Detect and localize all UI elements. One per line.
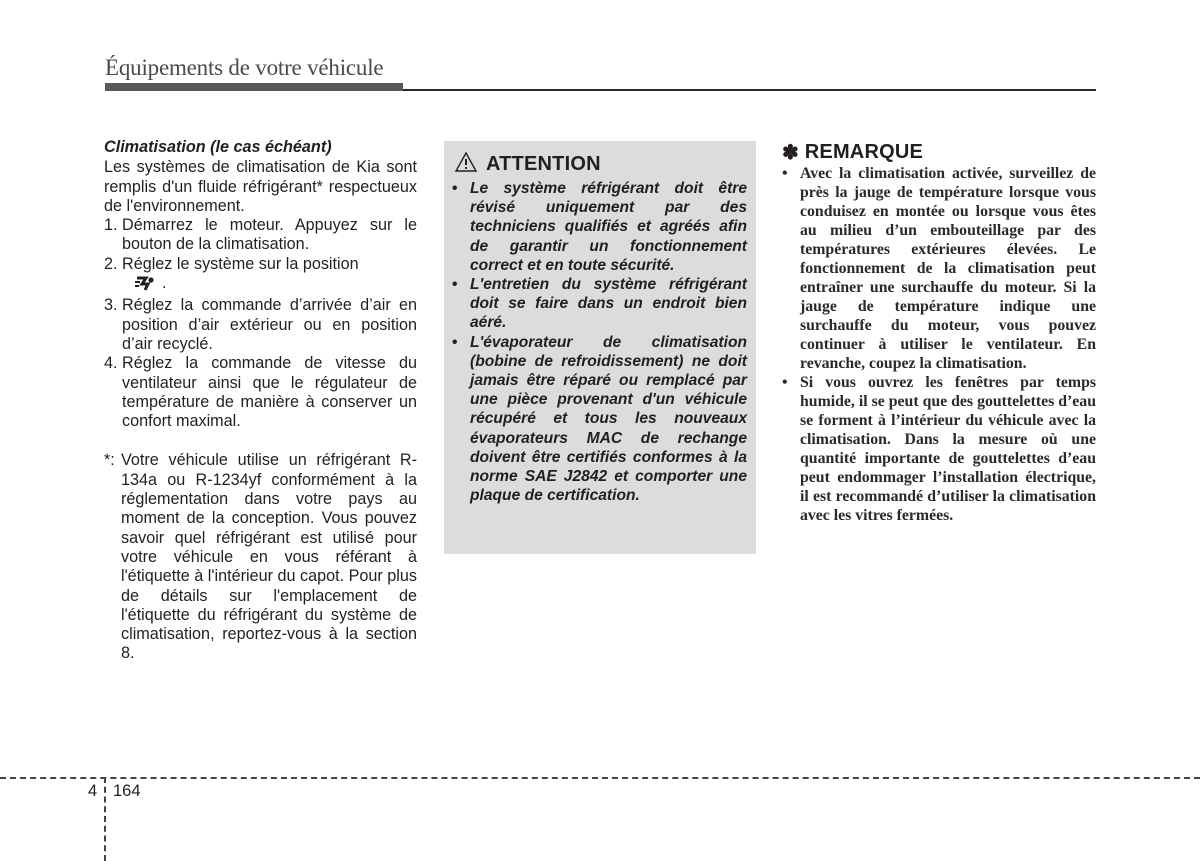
chapter-number: 4 bbox=[88, 782, 98, 800]
intro-paragraph: Les systèmes de climatisation de Kia sont remplis d'un fluide réfrigérant* respectueux de l'environnement. bbox=[104, 158, 417, 215]
step-item: 3. Réglez la commande d’arrivée d’air en position d’air extérieur ou en position d’air recyclé. bbox=[104, 296, 417, 353]
section-subheading: Climatisation (le cas échéant) bbox=[104, 138, 332, 156]
page-number: 164 bbox=[113, 782, 141, 800]
climatisation-section bbox=[104, 138, 417, 664]
header-rule-accent bbox=[105, 83, 403, 91]
footer-dashed-rule bbox=[0, 777, 1200, 779]
face-vent-mode-icon bbox=[134, 275, 156, 296]
step-item: 4. Réglez la commande de vitesse du ventilateur ainsi que le régulateur de température de manière à conserver un confort maximal. bbox=[104, 354, 417, 431]
page-header-title: Équipements de votre véhicule bbox=[105, 55, 384, 80]
footer-dashed-divider bbox=[104, 777, 106, 861]
remarque-list bbox=[782, 164, 1096, 525]
attention-list bbox=[452, 179, 747, 505]
asterisk-star-icon: ✽ bbox=[782, 142, 799, 164]
attention-item: • Le système réfrigérant doit être révisé uniquement par des techniciens qualifiés et agréés afin de garantir un fonctionnement correct et en toute sécurité. bbox=[452, 180, 747, 274]
step-item: 2. Réglez le système sur la position . bbox=[104, 255, 417, 297]
warning-triangle-icon bbox=[454, 151, 478, 178]
steps-list bbox=[104, 216, 417, 431]
remarque-item: • Avec la climatisation activée, surveillez de près la jauge de température lorsque vous conduisez en montée ou lorsque vous êtes au milieu d’un embouteillage par des températures extérieures élevées. Le fonctionnement de la climatisation peut entraîner une surchauffe du moteur. Si la jauge de température indique une surchauffe du moteur, vous pouvez continuer à utiliser le ventilateur. En revanche, coupez la climatisation. bbox=[782, 165, 1096, 372]
attention-title: ATTENTION bbox=[486, 153, 601, 175]
step-item: 1. Démarrez le moteur. Appuyez sur le bouton de la climatisation. bbox=[104, 216, 417, 254]
attention-item: • L'évaporateur de climatisation (bobine de refroidissement) ne doit jamais être réparé ou remplacé par une pièce provenant d'un véhicule récupéré et tous les nouveaux évaporateurs MAC de rechange doivent être certifiés conformes à la norme SAE J2842 et comporter une plaque de certification. bbox=[452, 333, 747, 505]
attention-item: • L'entretien du système réfrigérant doit se faire dans un endroit bien aéré. bbox=[452, 276, 747, 332]
remarque-title: REMARQUE bbox=[804, 141, 924, 163]
remarque-item: • Si vous ouvrez les fenêtres par temps humide, il se peut que des gouttelettes d’eau se forment à l’intérieur du véhicule avec la climatisation. Dans la mesure où une quantité importante de gouttelettes d’eau peut endommager l’installation électrique, il est recommandé d’utiliser la climatisation avec les vitres fermées. bbox=[782, 374, 1096, 524]
refrigerant-footnote: *: Votre véhicule utilise un réfrigérant R-134a ou R-1234yf conformément à la réglementation dans votre pays au moment de la conception. Vous pouvez savoir quel réfrigérant est utilisé pour votre véhicule en vous référant à l'étiquette à l'intérieur du capot. Pour plus de détails sur l'emplacement de l'étiquette du réfrigérant du système de climatisation, reportez-vous à la section 8. bbox=[104, 451, 417, 663]
remarque-heading bbox=[782, 140, 923, 165]
attention-heading bbox=[454, 151, 601, 178]
